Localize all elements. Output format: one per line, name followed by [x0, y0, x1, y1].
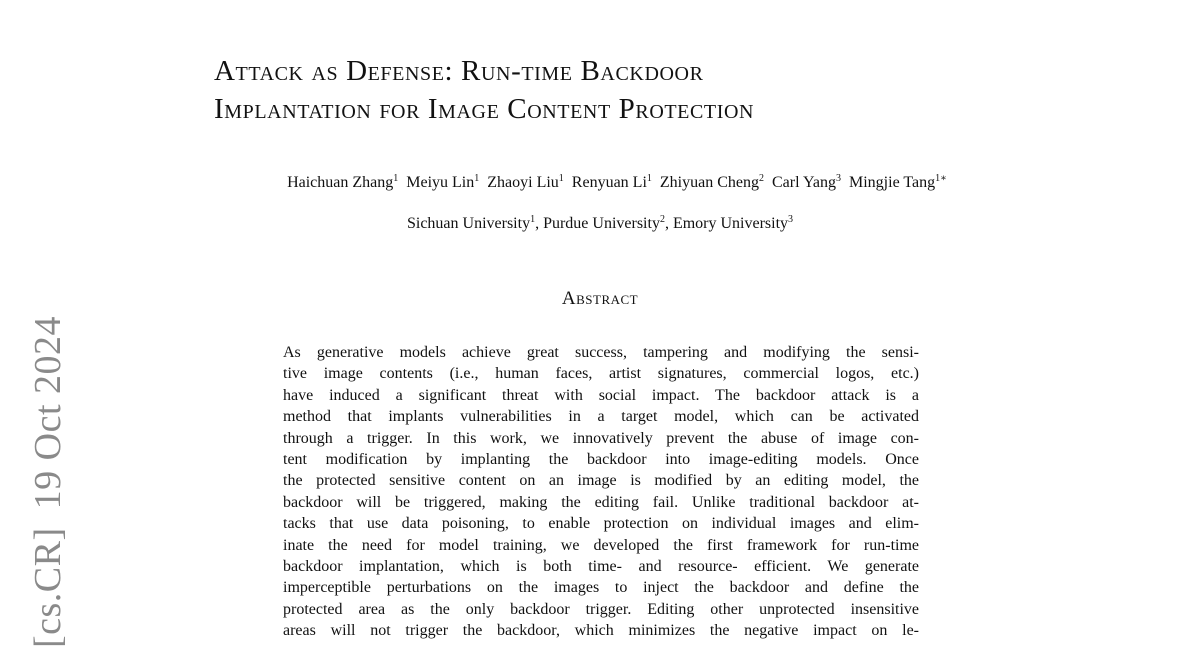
author: [572, 174, 652, 191]
author-name: Zhaoyi Liu: [487, 174, 559, 191]
author-affil-marker: 1: [646, 173, 652, 184]
affiliation: [407, 215, 535, 232]
abstract-line: the protected sensitive content on an image is modified by an editing model, the: [283, 472, 919, 490]
author: [849, 174, 947, 191]
abstract-line: protected area as the only backdoor trigger. Editing other unprotected insensitive: [283, 600, 919, 618]
abstract-line: inate the need for model training, we developed the first framework for run-time: [283, 536, 919, 554]
abstract-line: method that implants vulnerabilities in a target model, which can be activated: [283, 408, 919, 426]
abstract-line: tive image contents (i.e., human faces, artist signatures, commercial logos, etc.): [283, 365, 919, 383]
affiliation-name: Purdue University: [543, 215, 660, 232]
affiliation-list: Sichuan University$^1$, Purdue University$^2$, Emory University$^3$: [406, 214, 794, 232]
arxiv-stamp-text: [28, 316, 68, 648]
author-affil-marker: 2: [758, 173, 764, 184]
author-affil-marker: 1: [558, 173, 564, 184]
abstract-body: [283, 342, 919, 642]
author-name: Haichuan Zhang: [287, 174, 394, 191]
arxiv-category: [cs.CR]: [27, 527, 69, 648]
author-list: [0, 172, 1200, 194]
author-name: Zhiyuan Cheng: [659, 174, 759, 191]
abstract-line: have induced a significant threat with social impact. The backdoor attack is a: [283, 386, 919, 404]
abstract-heading: Abstract: [561, 288, 639, 309]
abstract-line: tacks that use data poisoning, to enable protection on individual images and elim-: [283, 515, 919, 533]
abstract-line: tent modification by implanting the backdoor into image-editing models. Once: [283, 451, 919, 469]
affiliation: [673, 215, 793, 232]
abstract-line: areas will not trigger the backdoor, which minimizes the negative impact on le-: [283, 622, 919, 640]
author-name: Renyuan Li: [571, 174, 647, 191]
paper-title: [214, 52, 1034, 128]
author: [287, 174, 398, 191]
author-affil-marker: 1: [474, 173, 480, 184]
affiliation-name: Emory University: [672, 215, 789, 232]
abstract-line: As generative models achieve great success, tampering and modifying the sensi-: [283, 344, 919, 361]
title-line-2: Implantation for Image Content Protection: [214, 93, 755, 125]
affiliation: [543, 215, 665, 232]
title-line-1: Attack as Defense: Run-time Backdoor: [214, 55, 704, 87]
author-affil-marker: 1∗: [935, 173, 947, 184]
author-name: Carl Yang: [771, 174, 836, 191]
author: [487, 174, 564, 191]
affiliation-marker: 2: [659, 214, 665, 225]
affiliation-name: Sichuan University: [406, 215, 531, 232]
arxiv-date: 19 Oct 2024: [27, 315, 69, 510]
author-affil-marker: 1: [393, 173, 399, 184]
abstract-line: backdoor will be triggered, making the editing fail. Unlike traditional backdoor at-: [283, 493, 919, 511]
affiliation-marker: 3: [788, 214, 794, 225]
abstract-line: through a trigger. In this work, we innovatively prevent the abuse of image con-: [283, 429, 919, 447]
author-name: Meiyu Lin: [406, 174, 475, 191]
author: [406, 174, 479, 191]
arxiv-stamp: [28, 312, 68, 648]
author-name: Mingjie Tang: [849, 174, 936, 191]
abstract-line: backdoor implantation, which is both time- and resource- efficient. We generate: [283, 558, 919, 576]
affiliation-marker: 1: [530, 214, 536, 225]
author: [660, 174, 764, 191]
author: [772, 174, 841, 191]
author-affil-marker: 3: [836, 173, 841, 184]
abstract-line: imperceptible perturbations on the images to inject the backdoor and define the: [283, 579, 919, 597]
